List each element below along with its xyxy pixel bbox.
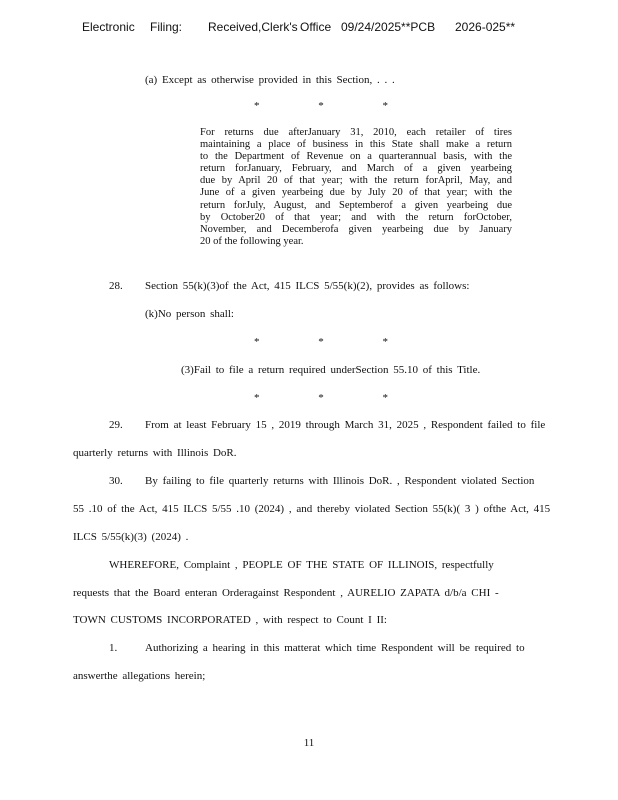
quote-line: due by April 20 of that year; with the return forApril, May, and xyxy=(200,175,512,187)
header-electronic: Electronic xyxy=(82,20,135,34)
quote-line: return forJuly, August, and Septemberof a given yearbeing due xyxy=(200,199,512,211)
quote-line: November, and Decemberofa given yearbeing due by January xyxy=(200,223,512,235)
fail-to-file-line: (3)Fail to file a return required underSection 55.10 of this Title. xyxy=(181,364,481,376)
quote-line: 20 of the following year. xyxy=(200,235,304,247)
item-1-number: 1. xyxy=(109,642,118,654)
quote-line: June of a given yearbeing due by July 20 of that year; with the xyxy=(200,187,512,199)
wherefore-line: requests that the Board enteran Orderagainst Respondent , AURELIO ZAPATA d/b/a CHI - xyxy=(73,587,499,599)
para-30-number: 30. xyxy=(109,475,123,487)
ellipsis-stars: * * * xyxy=(254,392,416,404)
quote-line: maintaining a place of business in this State shall make a return xyxy=(200,139,512,151)
wherefore-line: TOWN CUSTOMS INCORPORATED , with respect to Count I II: xyxy=(73,614,387,626)
header-office: Office xyxy=(300,20,332,34)
para-29-line: quarterly returns with Illinois DoR. xyxy=(73,447,237,459)
item-1-line: Authorizing a hearing in this matterat which time Respondent will be required to xyxy=(145,642,525,654)
para-30-line: ILCS 5/55(k)(3) (2024) . xyxy=(73,531,189,543)
header-received: Received,Clerk's xyxy=(208,20,298,34)
para-30-line: 55 .10 of the Act, 415 ILCS 5/55 .10 (2024) , and thereby violated Section 55(k)( 3 ) ofthe Act, 415 xyxy=(73,503,551,515)
quote-line: For returns due afterJanuary 31, 2010, each retailer of tires xyxy=(200,127,512,138)
k-no-person-line: (k)No person shall: xyxy=(145,308,234,320)
quote-line: return forJanuary, February, and March of a given yearbeing xyxy=(200,163,512,175)
wherefore-line: WHEREFORE, Complaint , PEOPLE OF THE STATE OF ILLINOIS, respectfully xyxy=(109,559,494,571)
header-date: 09/24/2025**PCB xyxy=(341,20,436,34)
section-a-line: (a) Except as otherwise provided in this Section, . . . xyxy=(145,74,395,86)
para-29-number: 29. xyxy=(109,419,123,431)
para-28-text: Section 55(k)(3)of the Act, 415 ILCS 5/55(k)(2), provides as follows: xyxy=(145,280,470,292)
header-filing: Filing: xyxy=(150,20,183,34)
quote-line: by October20 of that year; and with the return forOctober, xyxy=(200,211,512,223)
ellipsis-stars: * * * xyxy=(254,100,416,112)
block-quote xyxy=(200,127,512,248)
header-case-number: 2026-025** xyxy=(455,20,516,34)
para-29-line: From at least February 15 , 2019 through March 31, 2025 , Respondent failed to file xyxy=(145,419,546,431)
para-28-number: 28. xyxy=(109,280,123,292)
page-number: 11 xyxy=(303,737,315,749)
item-1-line: answerthe allegations herein; xyxy=(73,670,206,682)
para-30-line: By failing to file quarterly returns with Illinois DoR. , Respondent violated Section xyxy=(145,475,535,487)
quote-line: to the Department of Revenue on a quarterannual basis, with the xyxy=(200,151,512,163)
ellipsis-stars: * * * xyxy=(254,336,416,348)
